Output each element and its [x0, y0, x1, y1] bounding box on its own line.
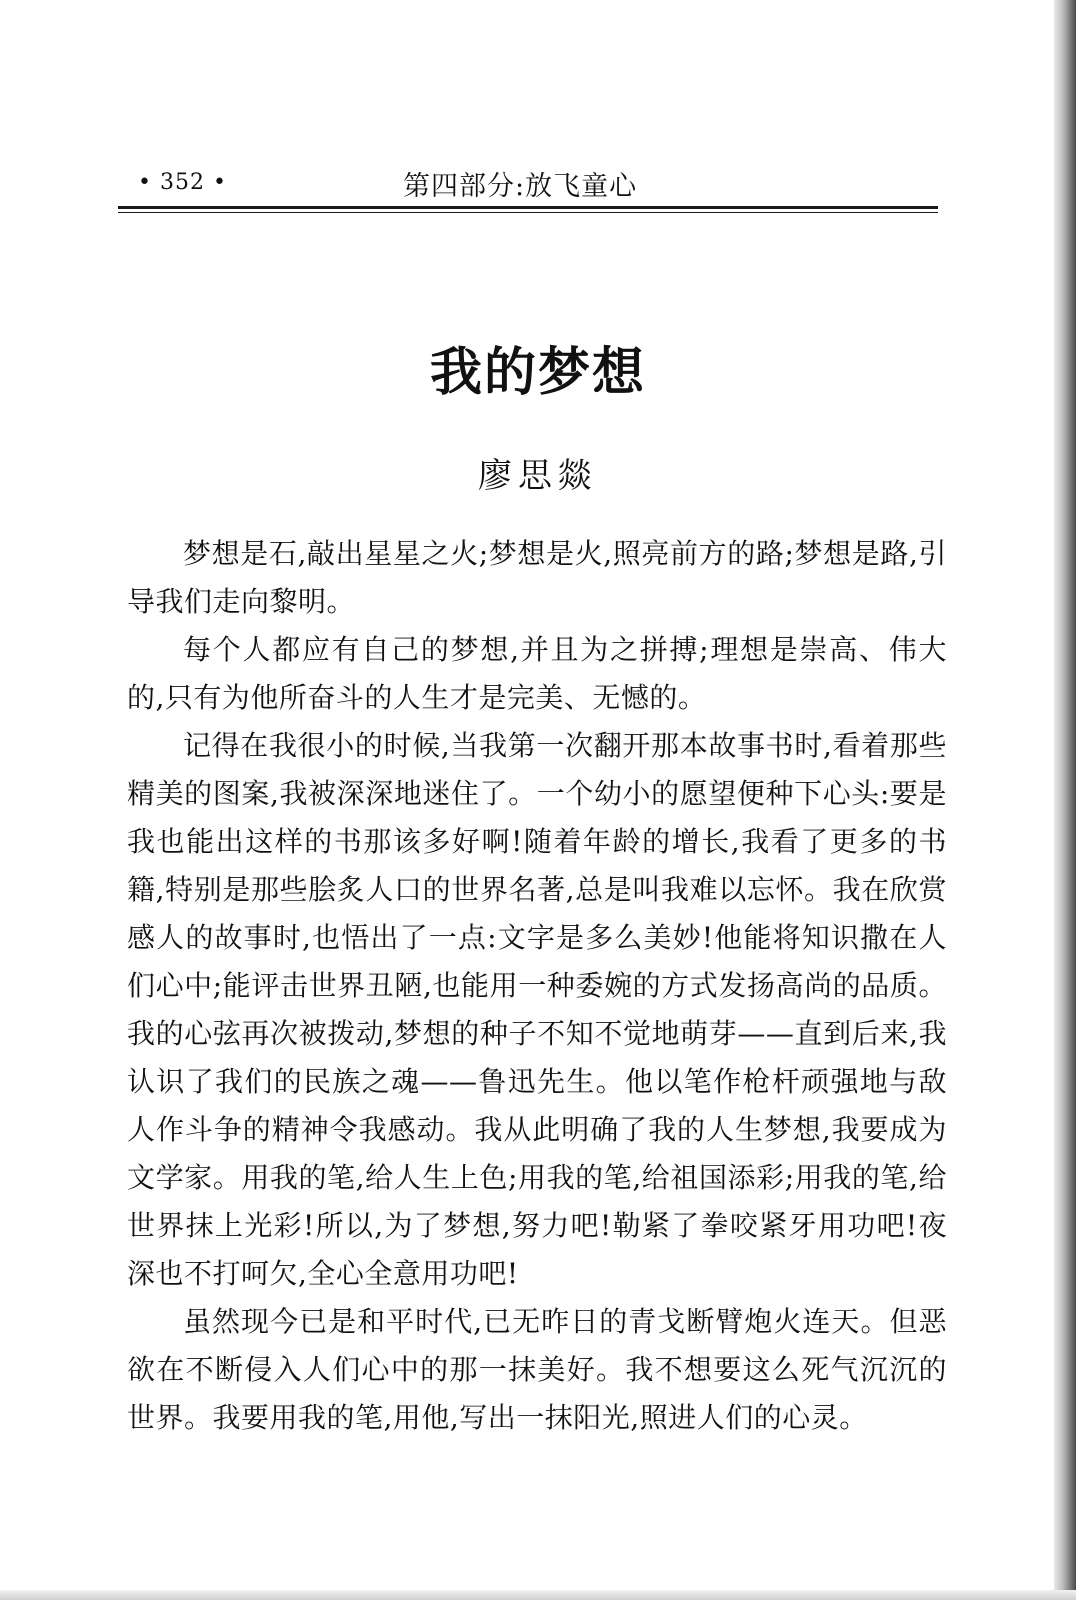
article-body: [127, 530, 947, 1442]
paragraph-4: 虽然现今已是和平时代,已无昨日的青戈断臂炮火连天。但恶欲在不断侵入人们心中的那一抹美好。我不想要这么死气沉沉的世界。我要用我的笔,用他,写出一抹阳光,照进人们的心灵。: [127, 1305, 947, 1434]
section-title: 第四部分:放飞童心: [403, 171, 638, 202]
paragraph-2: 每个人都应有自己的梦想,并且为之拼搏;理想是崇高、伟大的,只有为他所奋斗的人生才是完美、无憾的。: [127, 633, 947, 714]
article-title: 我的梦想: [429, 342, 646, 403]
article-author: 廖思燚: [478, 456, 598, 496]
running-head: [118, 160, 938, 204]
header-rule-thin: [118, 212, 938, 213]
header-rule-thick: [118, 206, 938, 209]
scan-edge-shadow: [1054, 0, 1076, 1600]
scan-bottom-edge: [0, 1590, 1076, 1600]
paragraph-3: 记得在我很小的时候,当我第一次翻开那本故事书时,看着那些精美的图案,我被深深地迷住了。一个幼小的愿望便种下心头:要是我也能出这样的书那该多好啊!随着年龄的增长,我看了更多的书籍,特别是那些脍炙人口的世界名著,总是叫我难以忘怀。我在欣赏感人的故事时,也悟出了一点:文字是多么美妙!他能将知识撒在人们心中;能评击世界丑陋,也能用一种委婉的方式发扬高尚的品质。我的心弦再次被拨动,梦想的种子不知不觉地萌芽——直到后来,我认识了我们的民族之魂——鲁迅先生。他以笔作枪杆顽强地与敌人作斗争的精神令我感动。我从此明确了我的人生梦想,我要成为文学家。用我的笔,给人生上色;用我的笔,给祖国添彩;用我的笔,给世界抹上光彩!所以,为了梦想,努力吧!勒紧了拳咬紧牙用功吧!夜深也不打呵欠,全心全意用功吧!: [127, 729, 947, 1290]
paragraph-1: 梦想是石,敲出星星之火;梦想是火,照亮前方的路;梦想是路,引导我们走向黎明。: [127, 537, 947, 618]
page-number: • 352 •: [138, 170, 227, 195]
